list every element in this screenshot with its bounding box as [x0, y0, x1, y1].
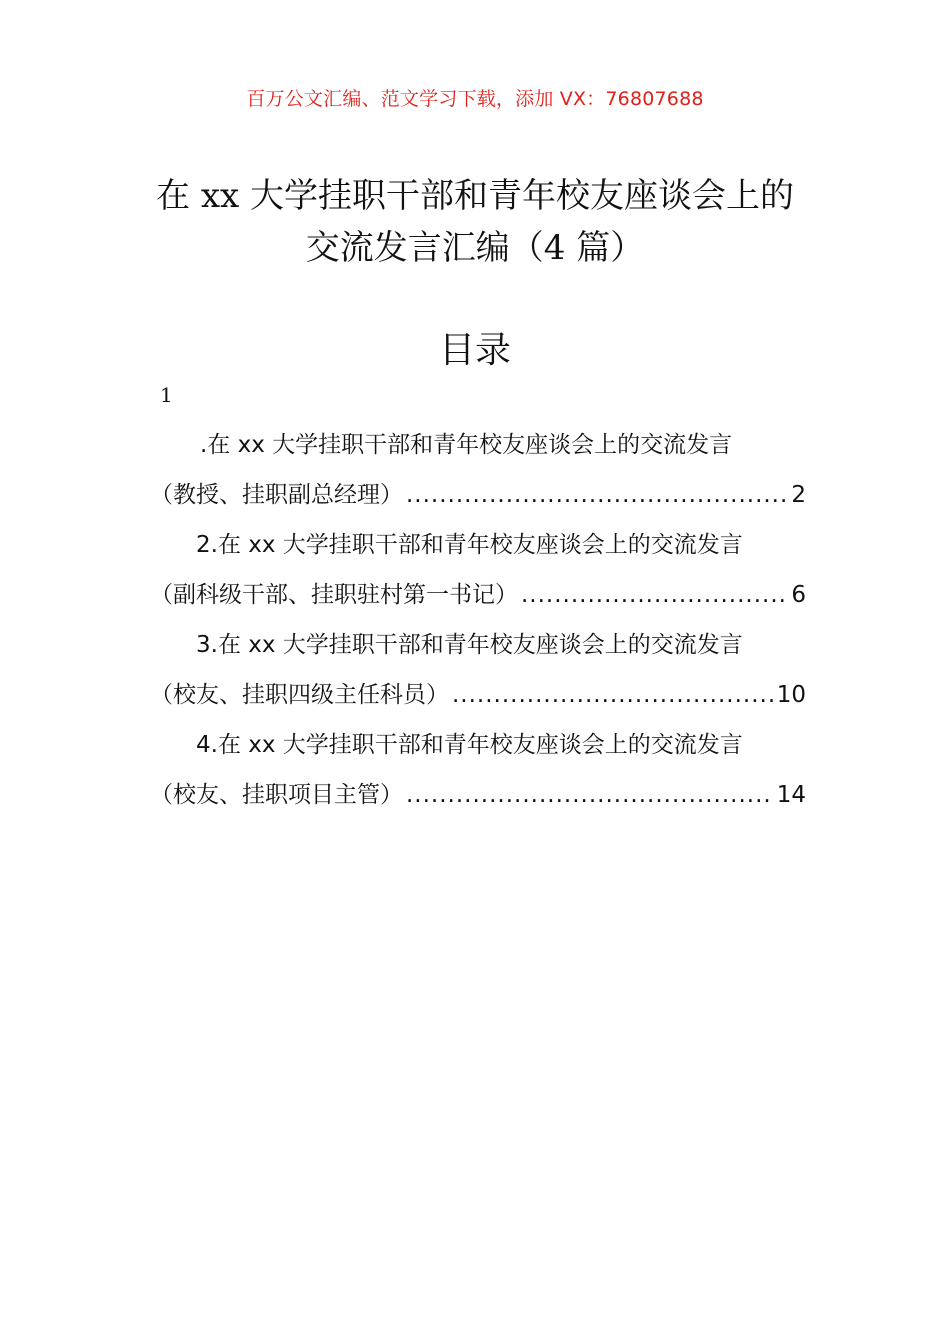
toc-entry-2[interactable]: [150, 520, 806, 620]
toc-entry-subtitle-row: [150, 770, 806, 820]
toc-entry-subtitle-row: [150, 470, 806, 520]
document-title: [110, 170, 840, 274]
document-title-line-2: 交流发言汇编（4 篇）: [305, 228, 645, 268]
table-of-contents: [150, 420, 806, 820]
toc-page-number: 2: [791, 482, 806, 508]
toc-dot-leader: [521, 570, 788, 620]
toc-entry-subtitle: （教授、挂职副总经理）: [150, 482, 403, 508]
toc-entry-4[interactable]: [150, 720, 806, 820]
toc-dot-leader: [452, 670, 774, 720]
toc-entry-title: 4.在 xx 大学挂职干部和青年校友座谈会上的交流发言: [196, 732, 743, 758]
toc-entry-title: 2.在 xx 大学挂职干部和青年校友座谈会上的交流发言: [196, 532, 743, 558]
toc-entry-title: .在 xx 大学挂职干部和青年校友座谈会上的交流发言: [200, 432, 733, 458]
toc-entry-title: 3.在 xx 大学挂职干部和青年校友座谈会上的交流发言: [196, 632, 743, 658]
toc-dot-leader: [406, 470, 788, 520]
toc-entry-subtitle: （校友、挂职四级主任科员）: [150, 682, 449, 708]
toc-entry-subtitle: （副科级干部、挂职驻村第一书记）: [150, 582, 518, 608]
toc-entry-subtitle: （校友、挂职项目主管）: [150, 782, 403, 808]
toc-entry-subtitle-row: [150, 670, 806, 720]
toc-page-number: 14: [776, 782, 806, 808]
toc-dot-leader: [406, 770, 774, 820]
toc-entry-3[interactable]: [150, 620, 806, 720]
header-watermark-note: 百万公文汇编、范文学习下载，添加 VX：76807688: [246, 88, 704, 110]
document-title-line-1: 在 xx 大学挂职干部和青年校友座谈会上的: [156, 176, 794, 216]
toc-page-number: 6: [791, 582, 806, 608]
toc-heading: 目录: [438, 330, 511, 371]
toc-entry-subtitle-row: [150, 570, 806, 620]
toc-page-number: 10: [776, 682, 806, 708]
toc-entry-1[interactable]: [150, 420, 806, 520]
toc-stray-number: 1: [160, 383, 173, 407]
